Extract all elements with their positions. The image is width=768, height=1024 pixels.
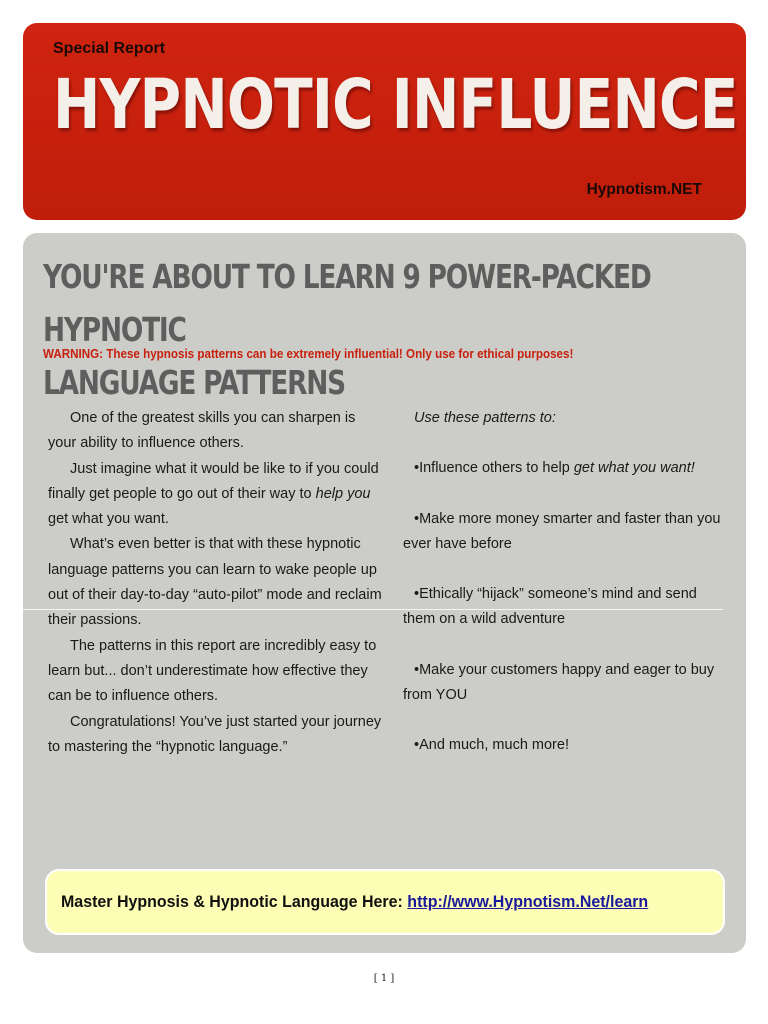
paragraph: What’s even better is that with these hypnotic language patterns you can learn to wake people up out of their day-to-day “auto-pilot” mode and reclaim their passions. [48,536,382,629]
emphasis-text: YOU [435,687,468,704]
list-item [403,582,723,633]
cta-box [45,869,725,935]
bullet-icon: • [414,586,420,603]
cta-text: Master Hypnosis & Hypnotic Language Here: [61,892,408,911]
paragraph: Congratulations! You’ve just started your journey to mastering the “hypnotic language.” [48,713,382,755]
bullet-icon: • [414,510,420,527]
list-item-text: And much, much more! [419,737,569,754]
benefits-intro: Use these patterns to: [414,410,556,426]
bullet-icon: • [414,661,420,678]
bullet-icon: • [414,460,420,477]
paragraph: The patterns in this report are incredibly easy to learn but... don’t underestimate how effective they can be to influence others. [48,637,377,705]
list-item-text: Influence others to help [419,460,574,477]
section-heading [43,251,731,409]
list-item [403,658,723,709]
section-heading-line-1: YOU'RE ABOUT TO LEARN 9 POWER-PACKED HYPNOTIC [43,257,651,349]
list-item-text: Ethically “hijack” someone’s mind and send them on a wild adventure [403,586,697,628]
content-panel [23,233,746,953]
paragraph-text: get what you want. [48,511,169,528]
list-item-text: Make your customers happy and eager to buy from [403,661,715,704]
list-item [403,733,723,758]
emphasis-text: help you [315,485,371,502]
bullet-icon: • [414,737,420,754]
paragraph-text: Just imagine what it would be like to if you could finally get people to go out of their way to [48,460,379,502]
report-title: HYPNOTIC INFLUENCE [53,65,738,145]
paragraph: One of the greatest skills you can sharpen is your ability to influence others. [48,410,356,452]
list-item [403,456,723,481]
eyebrow-label: Special Report [53,40,166,57]
emphasis-text: get what you want! [573,460,695,477]
brand-name: Hypnotism.NET [586,181,702,198]
cta-label [61,892,648,912]
header-banner [23,23,746,220]
intro-column [48,406,383,760]
paragraph [48,457,383,533]
page-number: [ 1 ] [373,973,395,984]
warning-text: WARNING: These hypnosis patterns can be extremely influential! Only use for ethical purposes! [43,347,574,361]
list-item [403,507,723,558]
list-item-text: Make more money smarter and faster than you ever have before [403,510,721,552]
benefits-column [403,406,723,784]
learn-link[interactable]: http://www.Hypnotism.Net/learn [407,892,649,911]
section-heading-line-2: LANGUAGE PATTERNS [43,362,345,402]
